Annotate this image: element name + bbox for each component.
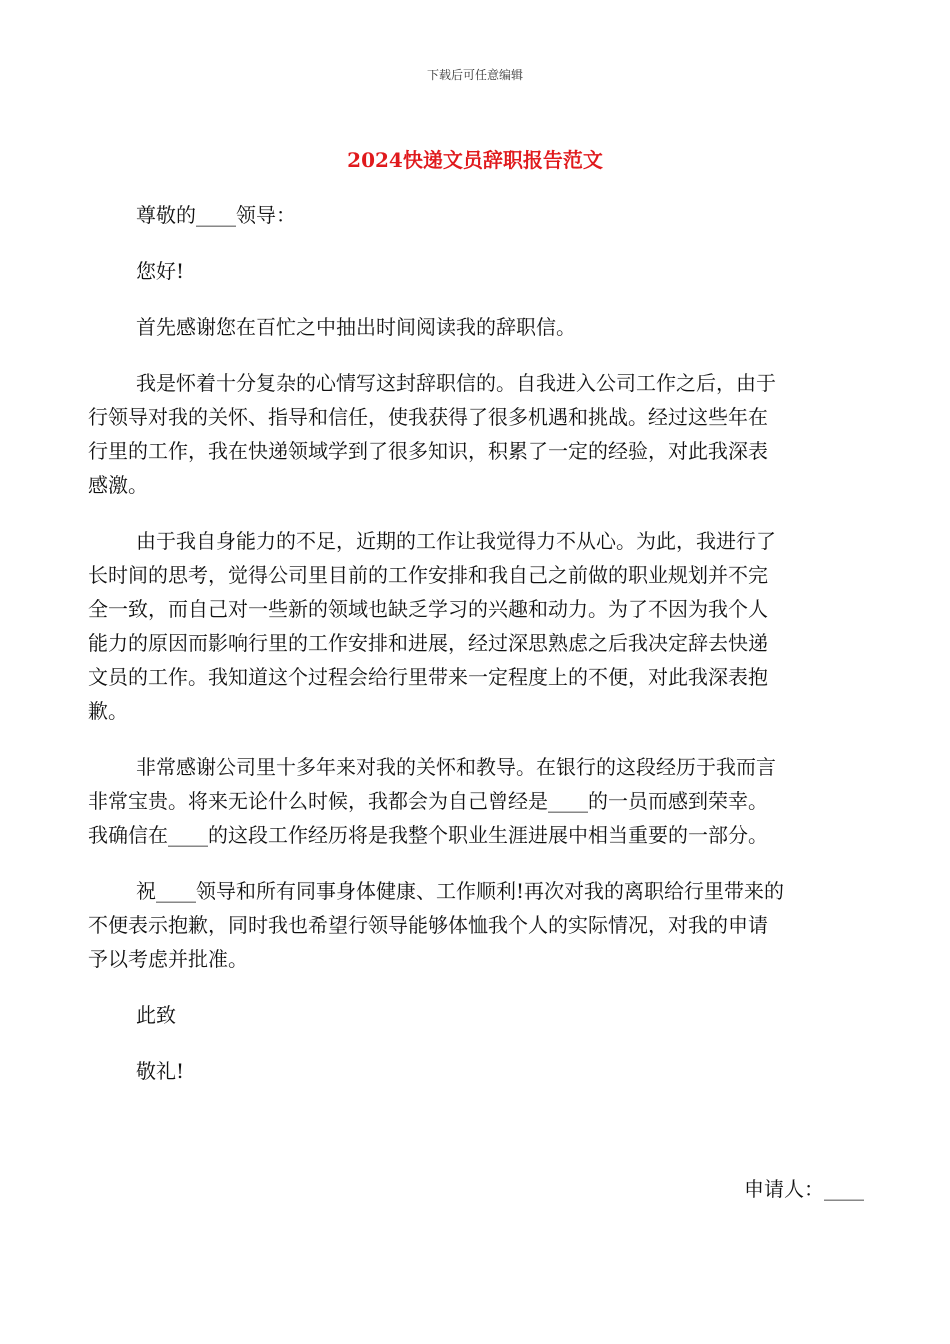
paragraph-line: 非常宝贵。将来无论什么时候，我都会为自己曾经是____的一员而感到荣幸。 bbox=[88, 789, 768, 813]
paragraph-line: 长时间的思考，觉得公司里目前的工作安排和我自己之前做的职业规划并不完 bbox=[88, 563, 768, 587]
paragraph-2 bbox=[88, 524, 858, 728]
paragraph-line: 祝____领导和所有同事身体健康、工作顺利!再次对我的离职给行里带来的 bbox=[136, 879, 785, 903]
paragraph-1 bbox=[88, 366, 858, 502]
paragraph-line: 文员的工作。我知道这个过程会给行里带来一定程度上的不便，对此我深表抱 bbox=[88, 665, 768, 689]
paragraph-line: 全一致，而自己对一些新的领域也缺乏学习的兴趣和动力。为了不因为我个人 bbox=[88, 597, 768, 621]
paragraph-line: 歉。 bbox=[88, 699, 128, 723]
salutation: 尊敬的____领导： bbox=[136, 203, 296, 227]
paragraph-line: 由于我自身能力的不足，近期的工作让我觉得力不从心。为此，我进行了 bbox=[136, 529, 776, 553]
paragraph-line: 不便表示抱歉，同时我也希望行领导能够体恤我个人的实际情况，对我的申请 bbox=[88, 913, 768, 937]
paragraph-line: 行领导对我的关怀、指导和信任，使我获得了很多机遇和挑战。经过这些年在 bbox=[88, 405, 768, 429]
document-title: 2024快递文员辞职报告范文 bbox=[347, 148, 603, 172]
paragraph-4 bbox=[88, 874, 858, 976]
letter-body bbox=[88, 198, 858, 1110]
paragraph-3 bbox=[88, 750, 858, 852]
paragraph-line: 我是怀着十分复杂的心情写这封辞职信的。自我进入公司工作之后，由于 bbox=[136, 371, 776, 395]
paragraph-line: 予以考虑并批准。 bbox=[88, 947, 248, 971]
closing-line-2: 敬礼! bbox=[136, 1059, 185, 1083]
signature-line: 申请人：____ bbox=[744, 1177, 864, 1201]
closing-line-1: 此致 bbox=[136, 1003, 176, 1027]
thanks-paragraph: 首先感谢您在百忙之中抽出时间阅读我的辞职信。 bbox=[136, 315, 576, 339]
paragraph-line: 非常感谢公司里十多年来对我的关怀和教导。在银行的这段经历于我而言 bbox=[136, 755, 776, 779]
paragraph-line: 我确信在____的这段工作经历将是我整个职业生涯进展中相当重要的一部分。 bbox=[88, 823, 768, 847]
paragraph-line: 感激。 bbox=[88, 473, 148, 497]
paragraph-line: 能力的原因而影响行里的工作安排和进展，经过深思熟虑之后我决定辞去快递 bbox=[88, 631, 768, 655]
paragraph-line: 行里的工作，我在快递领域学到了很多知识，积累了一定的经验，对此我深表 bbox=[88, 439, 768, 463]
greeting: 您好! bbox=[136, 259, 185, 283]
header-note: 下载后可任意编辑 bbox=[426, 68, 523, 82]
